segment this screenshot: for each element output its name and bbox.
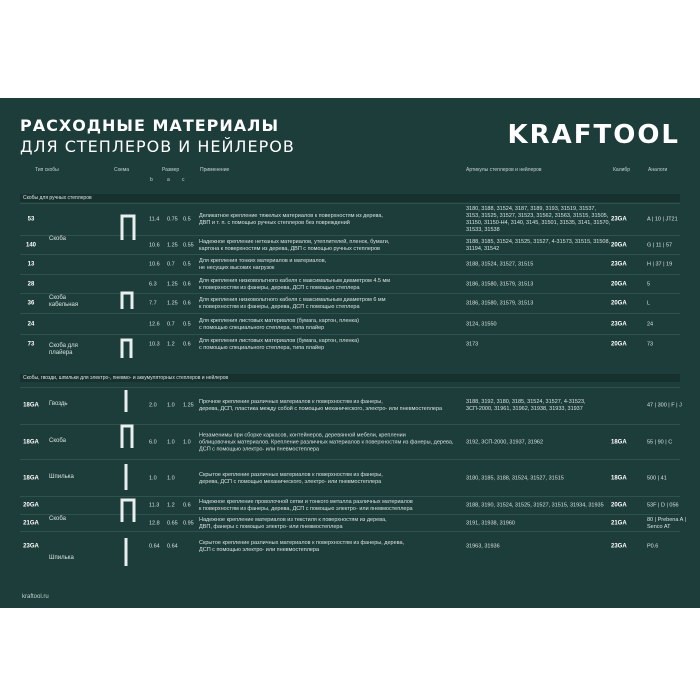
articles: 3186, 31580, 31579, 31513 xyxy=(466,300,534,307)
name-label: Скоба кабельная xyxy=(49,295,79,308)
caliber: 18GA xyxy=(611,439,627,445)
header-scheme: Схема xyxy=(114,167,130,173)
articles: 3180, 3185, 3188, 31524, 31527, 31515 xyxy=(466,475,564,481)
size-a: 0.65 xyxy=(167,520,178,526)
articles: 3188, 3190, 31524, 31525, 31527, 31515, 31934, 31935 xyxy=(466,502,604,509)
staple-type: 36 xyxy=(27,300,35,307)
application-line: дерева, ДСП, пластика между собой с помощью механического, электро- или пневмостеплера xyxy=(199,406,443,412)
application-line: с помощью специального степлера, типа плайер xyxy=(199,324,325,331)
header-analogs: Аналоги xyxy=(648,167,668,173)
application-line: с помощью специального степлера, типа плайер xyxy=(199,345,325,351)
header-c: c xyxy=(182,177,185,183)
staple-type: 73 xyxy=(27,341,35,348)
caliber: 18GA xyxy=(611,475,627,481)
application-line: не несущих высоких нагрузок xyxy=(199,265,275,271)
size-a: 1.0 xyxy=(167,439,175,445)
name-label: Гвоздь xyxy=(49,401,68,407)
name-label: Скоба xyxy=(49,516,66,522)
staple-icon xyxy=(122,500,134,522)
size-c: 1.25 xyxy=(183,402,194,409)
size-b: 11.4 xyxy=(149,216,160,223)
staple-type: 18GA xyxy=(23,475,39,481)
analogs: 24 xyxy=(647,321,654,327)
application-line: ДВП, фанеры с помощью электро- или пневмостеплера xyxy=(199,523,343,530)
articles: 3192, 3СП-2000, 31937, 31962 xyxy=(466,439,544,445)
section-manual: Скобы для ручных степлеров xyxy=(20,194,680,202)
name-label: Шпилька xyxy=(49,555,74,561)
catalog-sheet xyxy=(0,98,700,608)
staple-type: 23GA xyxy=(23,543,39,550)
articles: 3173 xyxy=(466,341,479,348)
application-line: ДСП с помощью электро- или пневмостеплера xyxy=(199,547,320,553)
analogs: 80 | Prebena A | Senco AT xyxy=(647,516,686,530)
application-line: Деликатное крепление тяжелых материалов к поверхностям из дерева, xyxy=(199,213,383,219)
size-a: 0.7 xyxy=(167,321,175,327)
page-subtitle: ДЛЯ СТЕПЛЕРОВ И НЕЙЛЕРОВ xyxy=(20,137,295,156)
staple-type: 18GA xyxy=(23,439,39,445)
size-b: 12.8 xyxy=(149,520,160,526)
header-b: b xyxy=(150,177,153,183)
application-line: дерева, ДСП с помощью механического, электро- или пневмостеплера xyxy=(199,478,382,485)
size-c: 0.6 xyxy=(183,281,191,287)
staple-type: 53 xyxy=(27,216,35,223)
size-a: 1.25 xyxy=(167,300,178,307)
size-a: 1.25 xyxy=(167,281,178,287)
application-line: ДВП и т. п. с помощью ручных степлеров без повреждений xyxy=(199,220,350,226)
analogs: 500 | 41 xyxy=(647,475,667,481)
header-caliber: Калибр xyxy=(613,167,631,173)
analogs: H | 37 | 19 xyxy=(647,261,673,268)
caliber: 20GA xyxy=(611,341,627,348)
staple-type: 28 xyxy=(27,281,35,287)
staple-icon xyxy=(122,340,131,358)
size-b: 6.0 xyxy=(149,439,157,445)
application-line: Для крепления листовых материалов (бумага, картон, пленка) xyxy=(199,338,359,344)
application-line: Незаменимы при сборке каркасов, контейнеров, деревянной мебели, креплении xyxy=(199,432,406,438)
analogs: 53F | D | 056 xyxy=(647,502,679,509)
size-c: 0.5 xyxy=(183,216,191,223)
name-label: Скоба для плайера xyxy=(49,343,78,356)
application-line: Для крепления тонких материалов и материалов, xyxy=(199,258,327,264)
size-b: 1.0 xyxy=(149,475,157,481)
size-b: 11.3 xyxy=(149,502,160,509)
caliber: 20GA xyxy=(611,242,627,248)
staple-icon xyxy=(122,426,132,448)
articles: 3124, 31550 xyxy=(466,321,497,327)
staple-type: 13 xyxy=(27,261,35,268)
size-b: 6.3 xyxy=(149,281,157,287)
analogs: P0.6 xyxy=(647,543,659,550)
articles: 3188, 31524, 31527, 31515 xyxy=(466,261,534,268)
staple-icon xyxy=(122,293,132,309)
site-url: kraftool.ru xyxy=(22,594,49,600)
size-a: 1.25 xyxy=(167,242,178,248)
staple-type: 21GA xyxy=(23,520,39,526)
header-type: Тип скобы xyxy=(35,167,59,173)
size-b: 10.3 xyxy=(149,341,160,348)
analogs: L xyxy=(647,300,651,307)
caliber: 23GA xyxy=(611,261,627,268)
caliber: 23GA xyxy=(611,543,627,550)
analogs: 5 xyxy=(647,281,651,287)
articles: 3188, 3192, 3180, 3185, 31524, 31527, 4-31523, 3СП-2000, 31961, 31962, 31938, 31933, 31937 xyxy=(466,399,586,412)
brand-logo: KRAFTOOL xyxy=(507,120,680,150)
application-line: Для крепления листовых материалов (бумага, картон, пленка) xyxy=(199,317,359,324)
size-c: 1.0 xyxy=(183,439,191,445)
application-line: облицовочных материалов. Крепление различных материалов к поверхностям из фанеры, дерева, ДСП с помощью электро- или пневмостеплера xyxy=(199,439,454,452)
size-a: 0.64 xyxy=(167,543,178,550)
size-b: 12.6 xyxy=(149,321,160,327)
application-line: Прочное крепление различных материалов к поверхностям из фанеры, xyxy=(199,399,383,405)
staple-icons xyxy=(0,98,700,608)
header-application: Применение xyxy=(200,167,230,173)
size-b: 10.6 xyxy=(149,261,160,268)
size-c: 0.5 xyxy=(183,261,191,268)
staple-type: 20GA xyxy=(23,502,39,509)
page-title: РАСХОДНЫЕ МАТЕРИАЛЫ xyxy=(20,116,280,135)
articles: 31963, 31936 xyxy=(466,543,500,550)
size-c: 0.6 xyxy=(183,502,191,509)
header-articles: Артикулы степлеров и нейлеров xyxy=(466,167,542,173)
size-a: 1.0 xyxy=(167,475,175,481)
application-line: картона к поверхностям из дерева, ДВП с помощью ручных степлеров xyxy=(199,245,380,252)
section-power: Скобы, гвозди, шпильки для электро-, пневмо- и аккумуляторных степлеров и нейлеров xyxy=(20,374,680,382)
analogs: 47 | 300 | F | J xyxy=(647,402,682,409)
caliber: 23GA xyxy=(611,321,627,327)
caliber: 23GA xyxy=(611,216,627,223)
application-line: Надежное крепление проволочной сетки и тонкого металла различных материалов xyxy=(199,499,413,505)
header-a: a xyxy=(167,177,170,183)
staple-type: 140 xyxy=(25,242,36,248)
analogs: G | 11 | 57 xyxy=(647,242,673,248)
analogs: 73 xyxy=(647,341,654,348)
application-line: Скрытое крепление различных материалов к поверхностям из фанеры, xyxy=(199,471,383,478)
application-line: Скрытое крепление различных материалов к поверхностям из фанеры, дерева, xyxy=(199,540,405,546)
caliber: 21GA xyxy=(611,520,627,526)
size-a: 1.2 xyxy=(167,502,175,509)
application-line: к поверхностям из фанеры, дерева, ДСП с помощью степлера xyxy=(199,284,360,291)
application-line: к поверхностям из фанеры, дерева, ДСП с помощью степлера xyxy=(199,304,360,310)
header-size: Размер xyxy=(162,167,180,173)
staple-type: 24 xyxy=(27,321,35,327)
size-a: 0.75 xyxy=(167,216,178,223)
analogs: A | 10 | JT21 xyxy=(647,216,678,223)
size-b: 7.7 xyxy=(149,300,157,307)
application-line: Для крепления низковольтного кабеля с максимальным диаметром 6 мм xyxy=(199,297,386,303)
articles: 3191, 31938, 31960 xyxy=(466,520,515,526)
size-c: 0.6 xyxy=(183,341,191,348)
articles: 3180, 3188, 31524, 3187, 3189, 3193, 31519, 31537, 3153, 31525, 31527, 31523, 31562, 31563, 31515, 31505, 31150, 31150-H4, 3140, 3145, 31501, 31535, 3141, 31570, 31533, 31538 xyxy=(466,206,611,233)
name-label: Шпилька xyxy=(49,474,74,480)
articles: 3186, 31580, 31579, 31513 xyxy=(466,281,534,287)
staple-icon xyxy=(122,216,134,240)
size-c: 0.5 xyxy=(183,321,191,327)
caliber: 20GA xyxy=(611,281,627,287)
size-c: 0.95 xyxy=(183,520,194,526)
size-a: 1.0 xyxy=(167,402,175,409)
size-b: 0.64 xyxy=(149,543,160,550)
application-line: Надежное крепление материалов из текстиля к поверхностям из дерева, xyxy=(199,516,387,523)
articles: 3188, 3185, 31524, 31525, 31527, 4-31573, 31515, 31508, 31194, 31542 xyxy=(466,238,611,252)
size-b: 10.6 xyxy=(149,242,160,248)
caliber: 20GA xyxy=(611,300,627,307)
staple-type: 18GA xyxy=(23,402,39,409)
application-line: Надежное крепление нетканых материалов, утеплителей, пленок, бумаги, xyxy=(199,238,390,245)
analogs: 55 | 90 | C xyxy=(647,439,673,445)
size-c: 0.6 xyxy=(183,300,191,307)
size-a: 0.7 xyxy=(167,261,175,268)
application-line: к поверхностям из фанеры, дерева, ДСП с помощью электро- или пневмостеплера xyxy=(199,506,413,512)
size-a: 1.2 xyxy=(167,341,175,348)
name-label: Скоба xyxy=(49,438,66,444)
caliber: 20GA xyxy=(611,502,627,509)
application-line: Для крепления низковольтного кабеля с максимальным диаметром 4.5 мм xyxy=(199,277,391,284)
name-label: Скоба xyxy=(49,236,66,242)
size-c: 0.55 xyxy=(183,242,194,248)
size-b: 2.0 xyxy=(149,402,157,409)
